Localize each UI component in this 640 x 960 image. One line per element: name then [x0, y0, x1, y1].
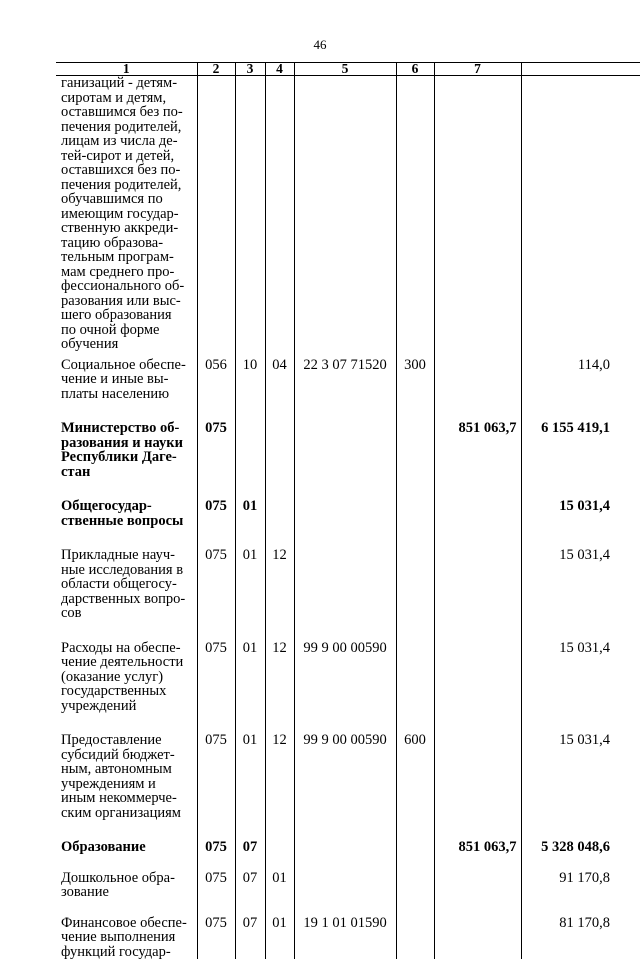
target-article-code: [294, 548, 396, 641]
ministry-code: 075: [197, 548, 235, 641]
target-article-code: 99 9 00 00590: [294, 733, 396, 840]
table-row: [56, 733, 640, 840]
description-line: разования или выс-: [61, 292, 181, 309]
amount-col-7: [434, 641, 521, 734]
amount-col-8: 15 031,4: [521, 641, 640, 734]
amount-col-7: [434, 871, 521, 916]
subsection-code: [265, 421, 294, 499]
target-article-code: 22 3 07 71520: [294, 358, 396, 422]
table-row: [56, 358, 640, 422]
subsection-code: 12: [265, 641, 294, 734]
section-code: [235, 421, 265, 499]
description-line: печения родителей,: [61, 118, 182, 135]
amount-col-7: [434, 548, 521, 641]
description-line: субсидий бюджет-: [61, 746, 175, 763]
description-line: печения родителей,: [61, 176, 182, 193]
amount-col-7: [434, 916, 521, 960]
target-article-code: [294, 499, 396, 548]
amount-col-8: 91 170,8: [521, 871, 640, 916]
description-line: Образование: [61, 839, 146, 855]
description-line: ным, автономным: [61, 761, 172, 777]
section-code: 07: [235, 916, 265, 960]
description-line: сов: [61, 605, 82, 621]
amount-col-7: 851 063,7: [434, 421, 521, 499]
description-line: стан: [61, 463, 91, 480]
expense-type-code: [396, 641, 434, 734]
header-col-1: 1: [56, 63, 197, 76]
amount-col-7: 851 063,7: [434, 840, 521, 871]
description-line: платы населению: [61, 385, 170, 402]
row-description: [56, 641, 197, 734]
ministry-code: 075: [197, 499, 235, 548]
description-line: обучавшимся по: [61, 191, 163, 207]
description-line: мам среднего про-: [61, 263, 175, 280]
subsection-code: 04: [265, 358, 294, 422]
description-line: Предоставление: [61, 732, 162, 748]
description-line: Финансовое обеспе-: [61, 914, 187, 931]
amount-col-8: 114,0: [521, 358, 640, 422]
table-row: [56, 499, 640, 548]
table-header: [56, 63, 640, 76]
row-description: [56, 499, 197, 548]
description-line: (оказание услуг): [61, 668, 164, 685]
section-code: 01: [235, 641, 265, 734]
expense-type-code: 300: [396, 358, 434, 422]
subsection-code: 12: [265, 548, 294, 641]
description-line: Министерство об-: [61, 420, 180, 436]
row-description: [56, 871, 197, 916]
description-line: ским организациям: [61, 804, 181, 821]
expense-type-code: [396, 499, 434, 548]
ministry-code: 075: [197, 641, 235, 734]
description-line: чение деятельности: [61, 654, 184, 670]
header-col-7: 7: [434, 63, 521, 76]
description-line: Республики Даге-: [61, 449, 177, 465]
target-article-code: 99 9 00 00590: [294, 641, 396, 734]
amount-col-7: [434, 499, 521, 548]
header-col-5: 5: [294, 63, 396, 76]
header-col-4: 4: [265, 63, 294, 76]
table-body: [56, 76, 640, 960]
amount-col-8: 15 031,4: [521, 548, 640, 641]
description-line: разования и науки: [61, 434, 184, 451]
ministry-code: [197, 76, 235, 358]
target-article-code: [294, 76, 396, 358]
expense-type-code: [396, 840, 434, 871]
amount-col-7: [434, 76, 521, 358]
expense-type-code: [396, 871, 434, 916]
description-line: учреждений: [61, 697, 137, 714]
description-line: обучения: [61, 336, 119, 352]
description-line: имеющим государ-: [61, 205, 179, 222]
description-line: ственную аккреди-: [61, 220, 179, 236]
description-line: ганизаций - детям-: [61, 75, 178, 91]
ministry-code: 056: [197, 358, 235, 422]
description-line: Общегосудар-: [61, 498, 152, 514]
section-code: 01: [235, 548, 265, 641]
page-number: 46: [313, 37, 327, 52]
expense-type-code: [396, 76, 434, 358]
row-description: [56, 76, 197, 358]
amount-col-7: [434, 358, 521, 422]
subsection-code: 01: [265, 916, 294, 960]
table-row: [56, 871, 640, 916]
table-row: [56, 421, 640, 499]
subsection-code: [265, 840, 294, 871]
row-description: [56, 733, 197, 840]
subsection-code: [265, 76, 294, 358]
subsection-code: [265, 499, 294, 548]
section-code: 07: [235, 871, 265, 916]
table-row: [56, 840, 640, 871]
section-code: 07: [235, 840, 265, 871]
description-line: ственные вопросы: [61, 512, 184, 529]
description-line: тацию образова-: [61, 234, 164, 251]
section-code: 01: [235, 733, 265, 840]
description-line: Расходы на обеспе-: [61, 639, 181, 656]
description-line: по очной форме: [61, 321, 160, 338]
row-description: [56, 916, 197, 960]
row-description: [56, 358, 197, 422]
amount-col-8: 15 031,4: [521, 733, 640, 840]
description-line: тей-сирот и детей,: [61, 147, 175, 164]
header-row: [56, 63, 640, 76]
section-code: [235, 76, 265, 358]
target-article-code: [294, 421, 396, 499]
description-line: шего образования: [61, 307, 172, 323]
table-row: [56, 76, 640, 358]
target-article-code: [294, 840, 396, 871]
ministry-code: 075: [197, 840, 235, 871]
description-line: Прикладные науч-: [61, 547, 175, 563]
target-article-code: 19 1 01 01590: [294, 916, 396, 960]
description-line: дарственных вопро-: [61, 590, 186, 607]
description-line: сиротам и детям,: [61, 89, 167, 106]
header-col-8: [521, 63, 640, 76]
description-line: государственных: [61, 683, 167, 699]
ministry-code: 075: [197, 733, 235, 840]
description-line: учреждениям и: [61, 775, 156, 792]
amount-col-8: 81 170,8: [521, 916, 640, 960]
description-line: зование: [61, 884, 109, 900]
description-line: фессионального об-: [61, 278, 185, 294]
expense-type-code: [396, 421, 434, 499]
description-line: тельным програм-: [61, 249, 174, 265]
section-code: 10: [235, 358, 265, 422]
row-description: [56, 840, 197, 871]
budget-table: [56, 62, 640, 959]
description-line: ные исследования в: [61, 561, 184, 578]
subsection-code: 12: [265, 733, 294, 840]
description-line: чение выполнения: [61, 929, 176, 945]
expense-type-code: 600: [396, 733, 434, 840]
header-col-3: 3: [235, 63, 265, 76]
ministry-code: 075: [197, 871, 235, 916]
section-code: 01: [235, 499, 265, 548]
ministry-code: 075: [197, 421, 235, 499]
ministry-code: 075: [197, 916, 235, 960]
amount-col-8: 6 155 419,1: [521, 421, 640, 499]
expense-type-code: [396, 916, 434, 960]
header-col-2: 2: [197, 63, 235, 76]
description-line: лицам из числа де-: [61, 133, 178, 149]
description-line: иным некоммерче-: [61, 790, 177, 806]
description-line: оставшимся без по-: [61, 104, 183, 120]
description-line: Дошкольное обра-: [61, 869, 175, 886]
subsection-code: 01: [265, 871, 294, 916]
amount-col-8: 5 328 048,6: [521, 840, 640, 871]
description-line: Социальное обеспе-: [61, 356, 186, 373]
description-line: оставшихся без по-: [61, 162, 181, 178]
row-description: [56, 421, 197, 499]
header-col-6: 6: [396, 63, 434, 76]
amount-col-8: 15 031,4: [521, 499, 640, 548]
amount-col-7: [434, 733, 521, 840]
description-line: функций государ-: [61, 943, 171, 960]
table-row: [56, 641, 640, 734]
table-row: [56, 548, 640, 641]
description-line: чение и иные вы-: [61, 371, 169, 387]
row-description: [56, 548, 197, 641]
target-article-code: [294, 871, 396, 916]
description-line: области общегосу-: [61, 576, 177, 592]
amount-col-8: [521, 76, 640, 358]
table-row: [56, 916, 640, 960]
expense-type-code: [396, 548, 434, 641]
